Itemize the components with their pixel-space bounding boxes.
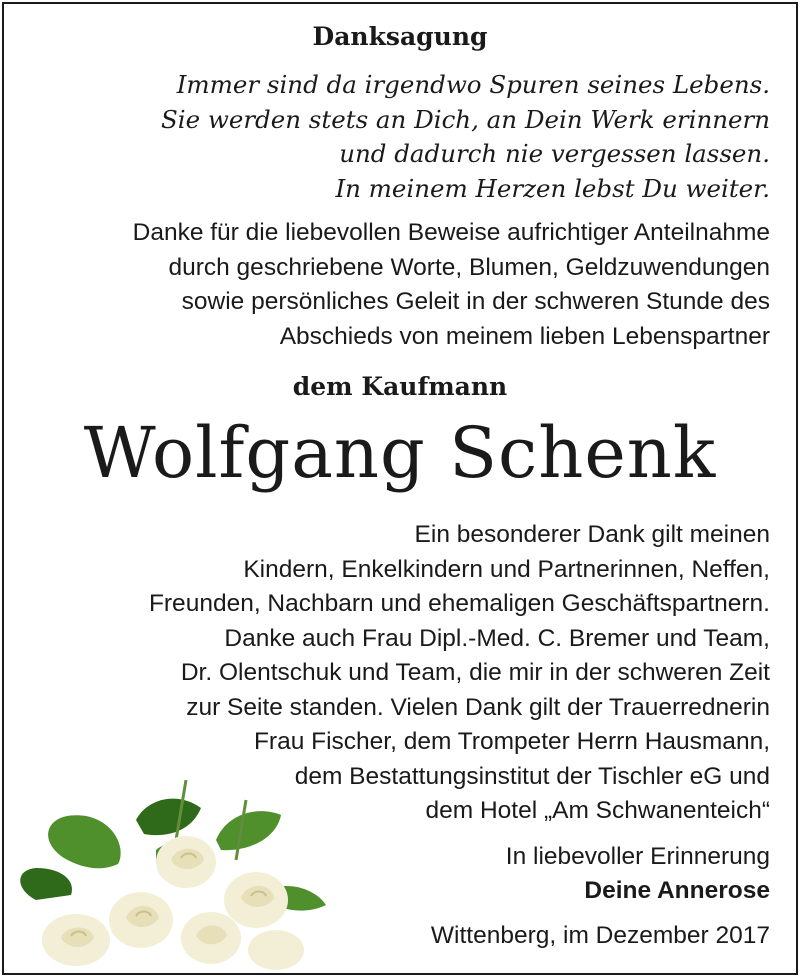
- leaf-icon: [20, 868, 72, 900]
- special-thanks-line: Ein besonderer Dank gilt meinen: [414, 521, 770, 548]
- poem-line: Immer sind da irgendwo Spuren seines Lebens.: [176, 70, 770, 99]
- special-thanks-line: dem Bestattungsinstitut der Tischler eG und: [294, 762, 770, 790]
- heading: Danksagung: [312, 22, 488, 51]
- thanks-line: Danke für die liebevollen Beweise aufrichtiger Anteilnahme: [132, 219, 770, 246]
- special-thanks-line: Kindern, Enkelkindern und Partnerinnen, Neffen,: [243, 555, 770, 583]
- rose-icon: [156, 836, 216, 888]
- closing: [506, 840, 770, 908]
- poem-line: In meinem Herzen lebst Du weiter.: [335, 173, 770, 203]
- special-thanks-line: Freunden, Nachbarn und ehemaligen Geschäftspartnern.: [148, 590, 770, 617]
- thanks-paragraph: [133, 216, 770, 354]
- deceased-name: Wolfgang Schenk: [83, 412, 717, 494]
- leaf-icon: [216, 811, 281, 850]
- rose-icon: [42, 914, 110, 966]
- place-date: Wittenberg, im Dezember 2017: [430, 922, 770, 949]
- special-thanks-line: zur Seite standen. Vielen Dank gilt der Trauerrednerin: [186, 693, 770, 721]
- white-roses-image: [6, 780, 336, 970]
- leaf-icon: [48, 815, 121, 868]
- deceased-title: dem Kaufmann: [292, 372, 508, 401]
- leaf-icon: [136, 799, 201, 836]
- poem-line: Sie werden stets an Dich, an Dein Werk erinnern: [160, 104, 770, 134]
- rose-icon: [248, 930, 304, 970]
- rose-icon: [109, 892, 173, 948]
- signer: Deine Annerose: [584, 877, 770, 904]
- poem-line: und dadurch nie vergessen lassen.: [339, 139, 770, 168]
- thanks-line: durch geschriebene Worte, Blumen, Geldzuwendungen: [168, 253, 770, 281]
- closing-phrase: In liebevoller Erinnerung: [505, 843, 770, 870]
- special-thanks-line: Frau Fischer, dem Trompeter Herrn Hausmann,: [253, 728, 770, 755]
- special-thanks-line: Danke auch Frau Dipl.-Med. C. Bremer und Team,: [224, 624, 770, 652]
- special-thanks-line: dem Hotel „Am Schwanenteich“: [425, 797, 770, 824]
- poem: [161, 68, 770, 206]
- thanks-line: Abschieds von meinem lieben Lebenspartner: [279, 322, 770, 350]
- special-thanks-line: Dr. Olentschuk und Team, die mir in der schweren Zeit: [180, 659, 770, 686]
- rose-icon: [181, 912, 241, 964]
- thanks-line: sowie persönliches Geleit in der schweren Stunde des: [181, 288, 770, 315]
- rose-icon: [224, 872, 288, 928]
